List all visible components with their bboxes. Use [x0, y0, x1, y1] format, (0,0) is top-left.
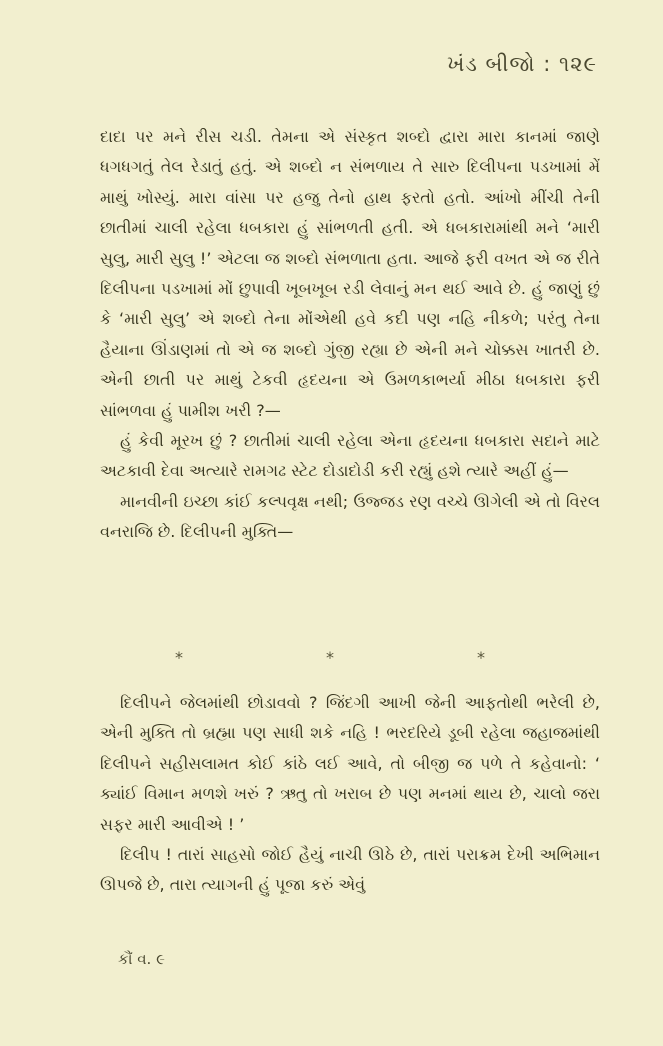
section-separator: [175, 648, 485, 667]
paragraph-3: માનવીની ઇચ્છા કાંઈ કલ્પવૃક્ષ નથી; ઉજ્જડ રણ વચ્ચે ઊગેલી એ તો વિરલ વનરાજિ છે. દિલીપની મુક્તિ—: [100, 491, 600, 542]
paragraph-2: હું કેવી મૂરખ છું ? છાતીમાં ચાલી રહેલા એના હૃદયના ધબકારા સદાને માટે અટકાવી દેવા અત્યારે રામગઢ સ્ટેટ દોડાદોડી કરી રહ્યું હશે ત્યારે અહીં હું—: [100, 431, 600, 481]
separator-star: *: [477, 648, 485, 667]
body-text-bottom: [100, 688, 600, 901]
paragraph-4: દિલીપને જેલમાંથી છોડાવવો ? જિંદગી આખી જેની આફતોથી ભરેલી છે, એની મુક્તિ તો બ્રહ્મા પણ સાધી શકે નહિ ! ભરદરિયે ડૂબી રહેલા જહાજમાંથી દિલીપને સહીસલામત કોઈ કાંઠે લઈ આવે, તો બીજી જ પળે તે કહેવાનો: ‘ ક્યાંઈ વિમાન મળશે ખરું ? ઋતુ તો ખરાબ છે પણ મનમાં થાય છે, ચાલો જરા સફર મારી આવીએ ! ’: [100, 693, 600, 834]
signature-mark: કૌં વ. ૯: [118, 950, 165, 968]
separator-star: *: [175, 648, 183, 667]
running-header: ખંડ બીજો : ૧૨૯: [447, 52, 597, 76]
paragraph-5: દિલીપ ! તારાં સાહસો જોઈ હૈયું નાચી ઊઠે છે, તારાં પરાક્રમ દેખી અભિમાન ઊપજે છે, તારા ત્યાગની હું પૂજા કરું એવું: [100, 845, 600, 895]
separator-star: *: [326, 648, 334, 667]
paragraph-1: દાદા પર મને રીસ ચડી. તેમના એ સંસ્કૃત શબ્દો દ્વારા મારા કાનમાં જાણે ધગધગતું તેલ રેડાતું હતું. એ શબ્દો ન સંભળાય તે સારુ દિલીપના પડખામાં મેં માથું ખોસ્યું. મારા વાંસા પર હજુ તેનો હાથ ફરતો હતો. આંખો મીંચી તેની છાતીમાં ચાલી રહેલા ધબકારા હું સાંભળતી હતી. એ ધબકારામાંથી મને ‘મારી સુલુ, મારી સુલુ !’ એટલા જ શબ્દો સંભળાતા હતા. આજે ફરી વખત એ જ રીતે દિલીપના પડખામાં મોં છુપાવી ખૂબખૂબ રડી લેવાનું મન થઈ આવે છે. હું જાણું છું કે ‘મારી સુલુ’ એ શબ્દો તેના મોંએથી હવે કદી પણ નહિ નીકળે; પરંતુ તેના હૈયાના ઊંડાણમાં તો એ જ શબ્દો ગુંજી રહ્યા છે એની મને ચોક્કસ ખાતરી છે. એની છાતી પર માથું ટેકવી હૃદયના એ ઉમળકાભર્યા મીઠા ધબકારા ફરી સાંભળવા હું પામીશ ખરી ?—: [100, 127, 600, 420]
body-text-top: [100, 122, 600, 548]
